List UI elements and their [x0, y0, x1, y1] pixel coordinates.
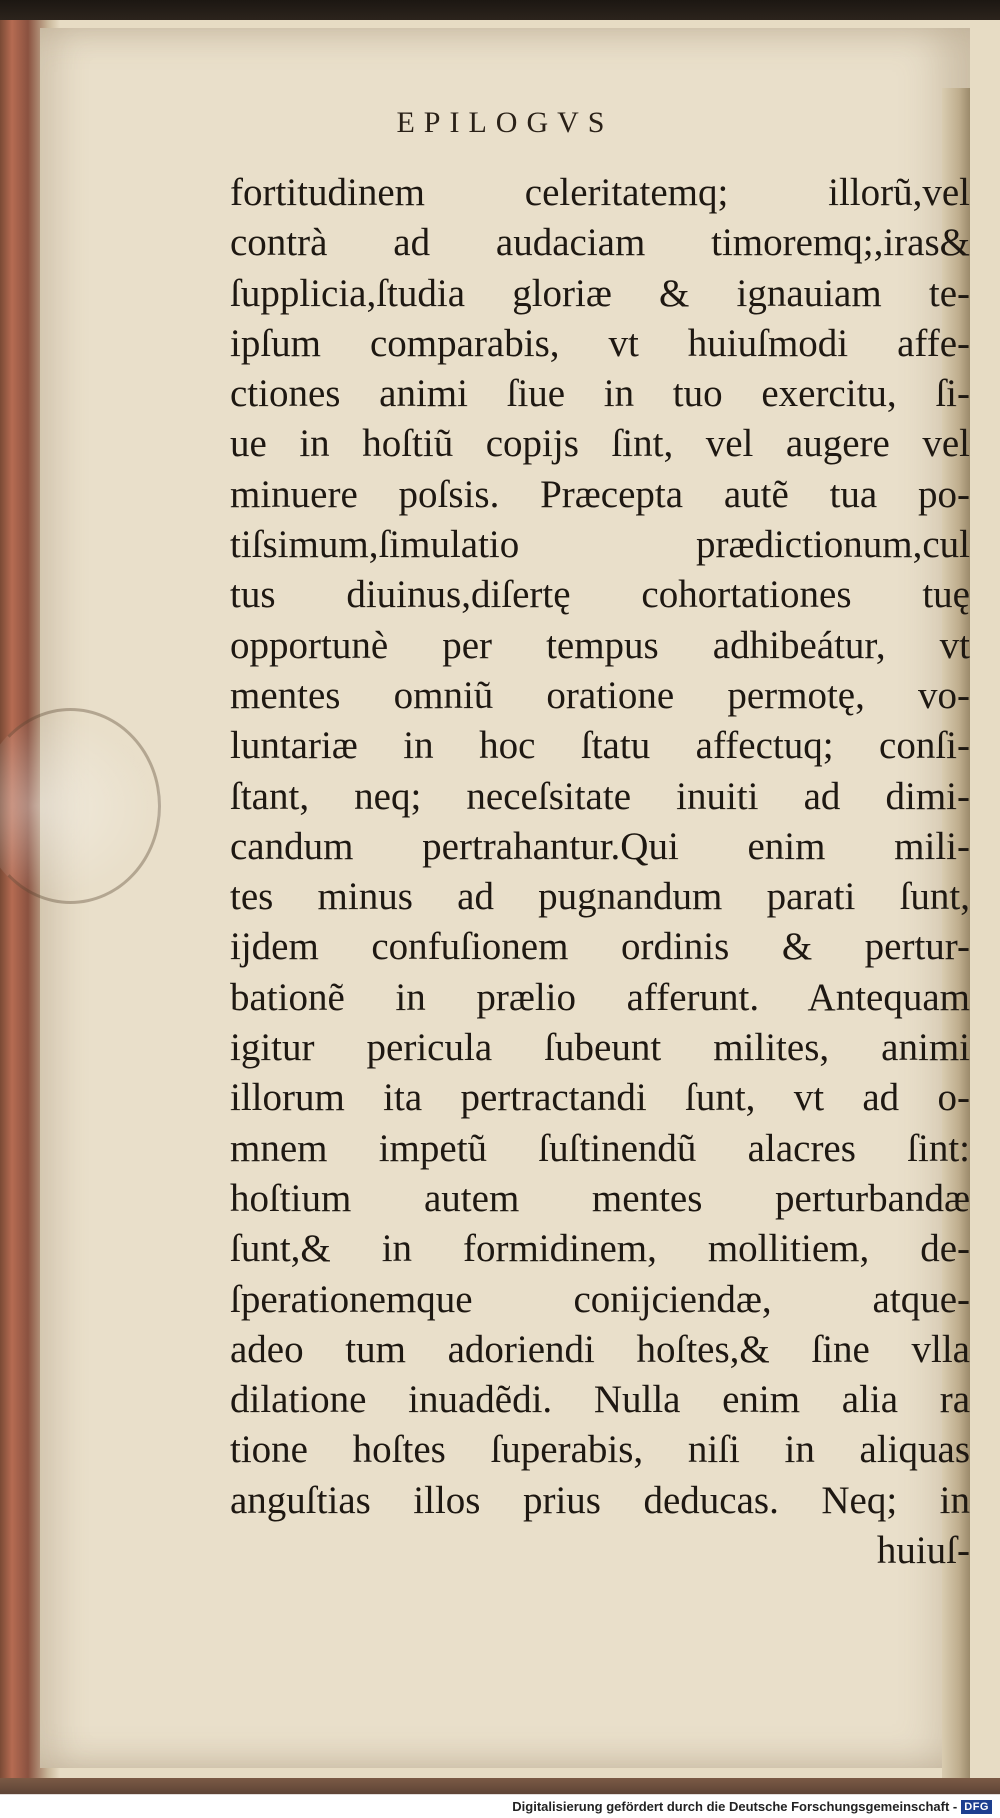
body-text — [230, 168, 970, 1576]
text-line: tione hoſtes ſuperabis, niſi in aliquas — [230, 1428, 970, 1472]
text-line: ctiones animi ſiue in tuo exercitu, ſi- — [230, 372, 970, 416]
text-line: contrà ad audaciam timoremq;,iras& — [230, 221, 970, 265]
catchword: huiuſ- — [876, 1529, 970, 1573]
text-line: tus diuinus,diſertę cohortationes tuę — [230, 573, 970, 617]
dfg-logo: DFG — [961, 1800, 992, 1814]
text-line: anguſtias illos prius deducas. Neq; in — [230, 1478, 970, 1522]
text-line: mnem impetũ ſuſtinendũ alacres ſint: — [230, 1126, 970, 1170]
paper-clip-mark — [0, 708, 161, 904]
book-page — [40, 28, 970, 1768]
text-line: ſupplicia,ſtudia gloriæ & ignauiam te- — [230, 271, 970, 315]
text-line: ijdem confuſionem ordinis & pertur- — [230, 925, 970, 969]
text-line: minuere poſsis. Præcepta autẽ tua po- — [230, 472, 970, 516]
text-line: tes minus ad pugnandum parati ſunt, — [230, 875, 970, 919]
text-line: ſunt,& in formidinem, mollitiem, de- — [230, 1227, 970, 1271]
digitization-credit — [512, 1799, 992, 1814]
text-line: opportunè per tempus adhibeátur, vt — [230, 623, 970, 667]
text-line: ue in hoſtiũ copijs ſint, vel augere vel — [230, 422, 970, 466]
text-line: dilatione inuadẽdi. Nulla enim alia ra — [230, 1378, 970, 1422]
text-line: illorum ita pertractandi ſunt, vt ad o- — [230, 1076, 970, 1120]
scan-background-bottom — [0, 1778, 1000, 1818]
text-line: candum pertrahantur.Qui enim mili- — [230, 824, 970, 868]
text-line: bationẽ in prælio afferunt. Antequam — [230, 975, 970, 1019]
text-line: tiſsimum,ſimulatio prædictionum,cul — [230, 523, 970, 567]
text-line: ipſum comparabis, vt huiuſmodi affe- — [230, 321, 970, 365]
text-line: igitur pericula ſubeunt milites, animi — [230, 1026, 970, 1070]
text-line: hoſtium autem mentes perturbandæ — [230, 1176, 970, 1220]
text-line: ſtant, neq; neceſsitate inuiti ad dimi- — [230, 774, 970, 818]
credit-text: Digitalisierung gefördert durch die Deutsche Forschungsgemeinschaft - — [512, 1799, 958, 1814]
text-line: adeo tum adoriendi hoſtes,& ſine vlla — [230, 1327, 970, 1371]
text-line: ſperationemque conijciendæ, atque- — [230, 1277, 970, 1321]
text-line: luntariæ in hoc ſtatu affectuq; conſi- — [230, 724, 970, 768]
text-line: mentes omniũ oratione permotę, vo- — [230, 673, 970, 717]
running-head: EPILOGVS — [396, 106, 614, 139]
text-line: fortitudinem celeritatemq; illorũ,vel — [230, 171, 970, 214]
